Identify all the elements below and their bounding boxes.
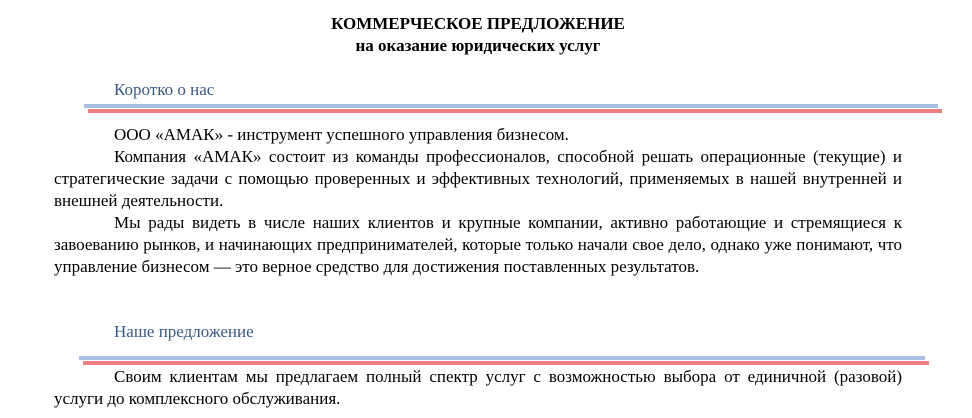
paragraph-offer: Своим клиентам мы предлагаем полный спектр услуг с возможностью выбора от единичной (разовой) услуги до комплексного обслуживания. (54, 367, 902, 408)
divider-red-line (83, 361, 929, 365)
paragraph-intro: ООО «АМАК» - инструмент успешного управления бизнесом. (114, 125, 569, 144)
paragraph-company: Компания «АМАК» состоит из команды профессионалов, способной решать операционные (текущие) и стратегические задачи с помощью проверенных и эффективных технологий, применяемых в нашей внутренней и внешней деятельности. (54, 147, 902, 210)
paragraph-clients: Мы рады видеть в числе наших клиентов и крупные компании, активно работающие и стремящиеся к завоеванию рынков, и начинающих предпринимателей, которые только начали свое дело, однако уже понимают, что управление бизнесом — это верное средство для достижения поставленных результатов. (54, 213, 902, 276)
document-subtitle: на оказание юридических услуг (355, 36, 601, 55)
section-heading-about: Коротко о нас (114, 80, 215, 99)
divider-blue-line (84, 104, 938, 108)
divider-red-line (88, 109, 942, 113)
document-title: КОММЕРЧЕСКОЕ ПРЕДЛОЖЕНИЕ (331, 14, 625, 33)
section-divider-offer (79, 356, 929, 365)
section-heading-offer: Наше предложение (114, 322, 254, 341)
divider-blue-line (79, 356, 925, 360)
section-divider-about (84, 104, 942, 113)
